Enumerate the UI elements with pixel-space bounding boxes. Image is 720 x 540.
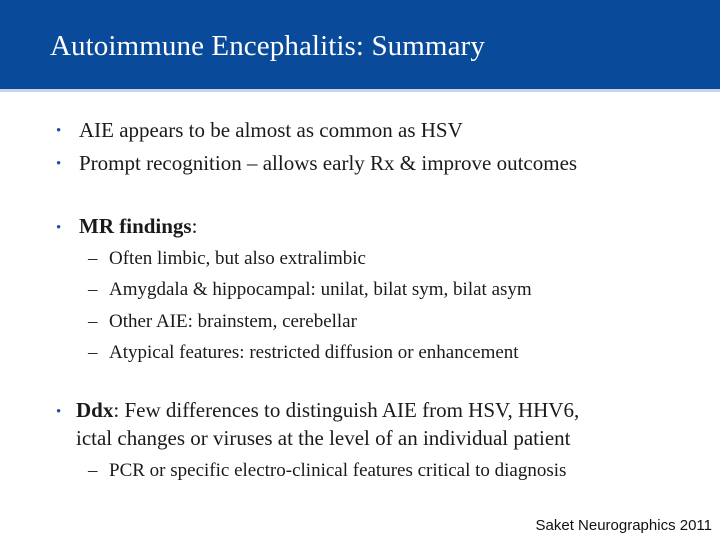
mr-findings-heading	[79, 214, 197, 239]
mr-findings-label: MR findings	[79, 214, 192, 238]
dash-icon: –	[88, 342, 98, 363]
mr-item: Atypical features: restricted diffusion or enhancement	[109, 342, 519, 363]
dash-icon: –	[88, 279, 98, 300]
ddx-label: Ddx	[76, 398, 114, 422]
mr-item: Other AIE: brainstem, cerebellar	[109, 311, 357, 332]
bullet-text: Prompt recognition – allows early Rx & improve outcomes	[79, 151, 578, 175]
bullet-icon: •	[56, 123, 62, 139]
bullet-text: AIE appears to be almost as common as HSV	[79, 118, 463, 142]
dash-icon: –	[88, 311, 98, 332]
title-bar	[0, 0, 720, 92]
ddx-sub-item: PCR or specific electro-clinical features critical to diagnosis	[109, 460, 567, 481]
bullet-icon: •	[56, 404, 62, 420]
bullet-icon: •	[56, 220, 62, 236]
dash-icon: –	[88, 460, 98, 481]
ddx-text: : Few differences to distinguish AIE from HSV, HHV6,	[113, 398, 580, 422]
bullet-icon: •	[56, 156, 62, 172]
slide-title: Autoimmune Encephalitis: Summary	[50, 30, 485, 62]
mr-item: Often limbic, but also extralimbic	[109, 248, 366, 269]
ddx-line-1	[76, 398, 579, 423]
dash-icon: –	[88, 248, 98, 269]
mr-findings-colon: :	[191, 214, 198, 238]
mr-item: Amygdala & hippocampal: unilat, bilat sym, bilat asym	[109, 279, 532, 300]
ddx-line-2: ictal changes or viruses at the level of an individual patient	[76, 426, 571, 450]
footer-credit: Saket Neurographics 2011	[535, 517, 712, 534]
